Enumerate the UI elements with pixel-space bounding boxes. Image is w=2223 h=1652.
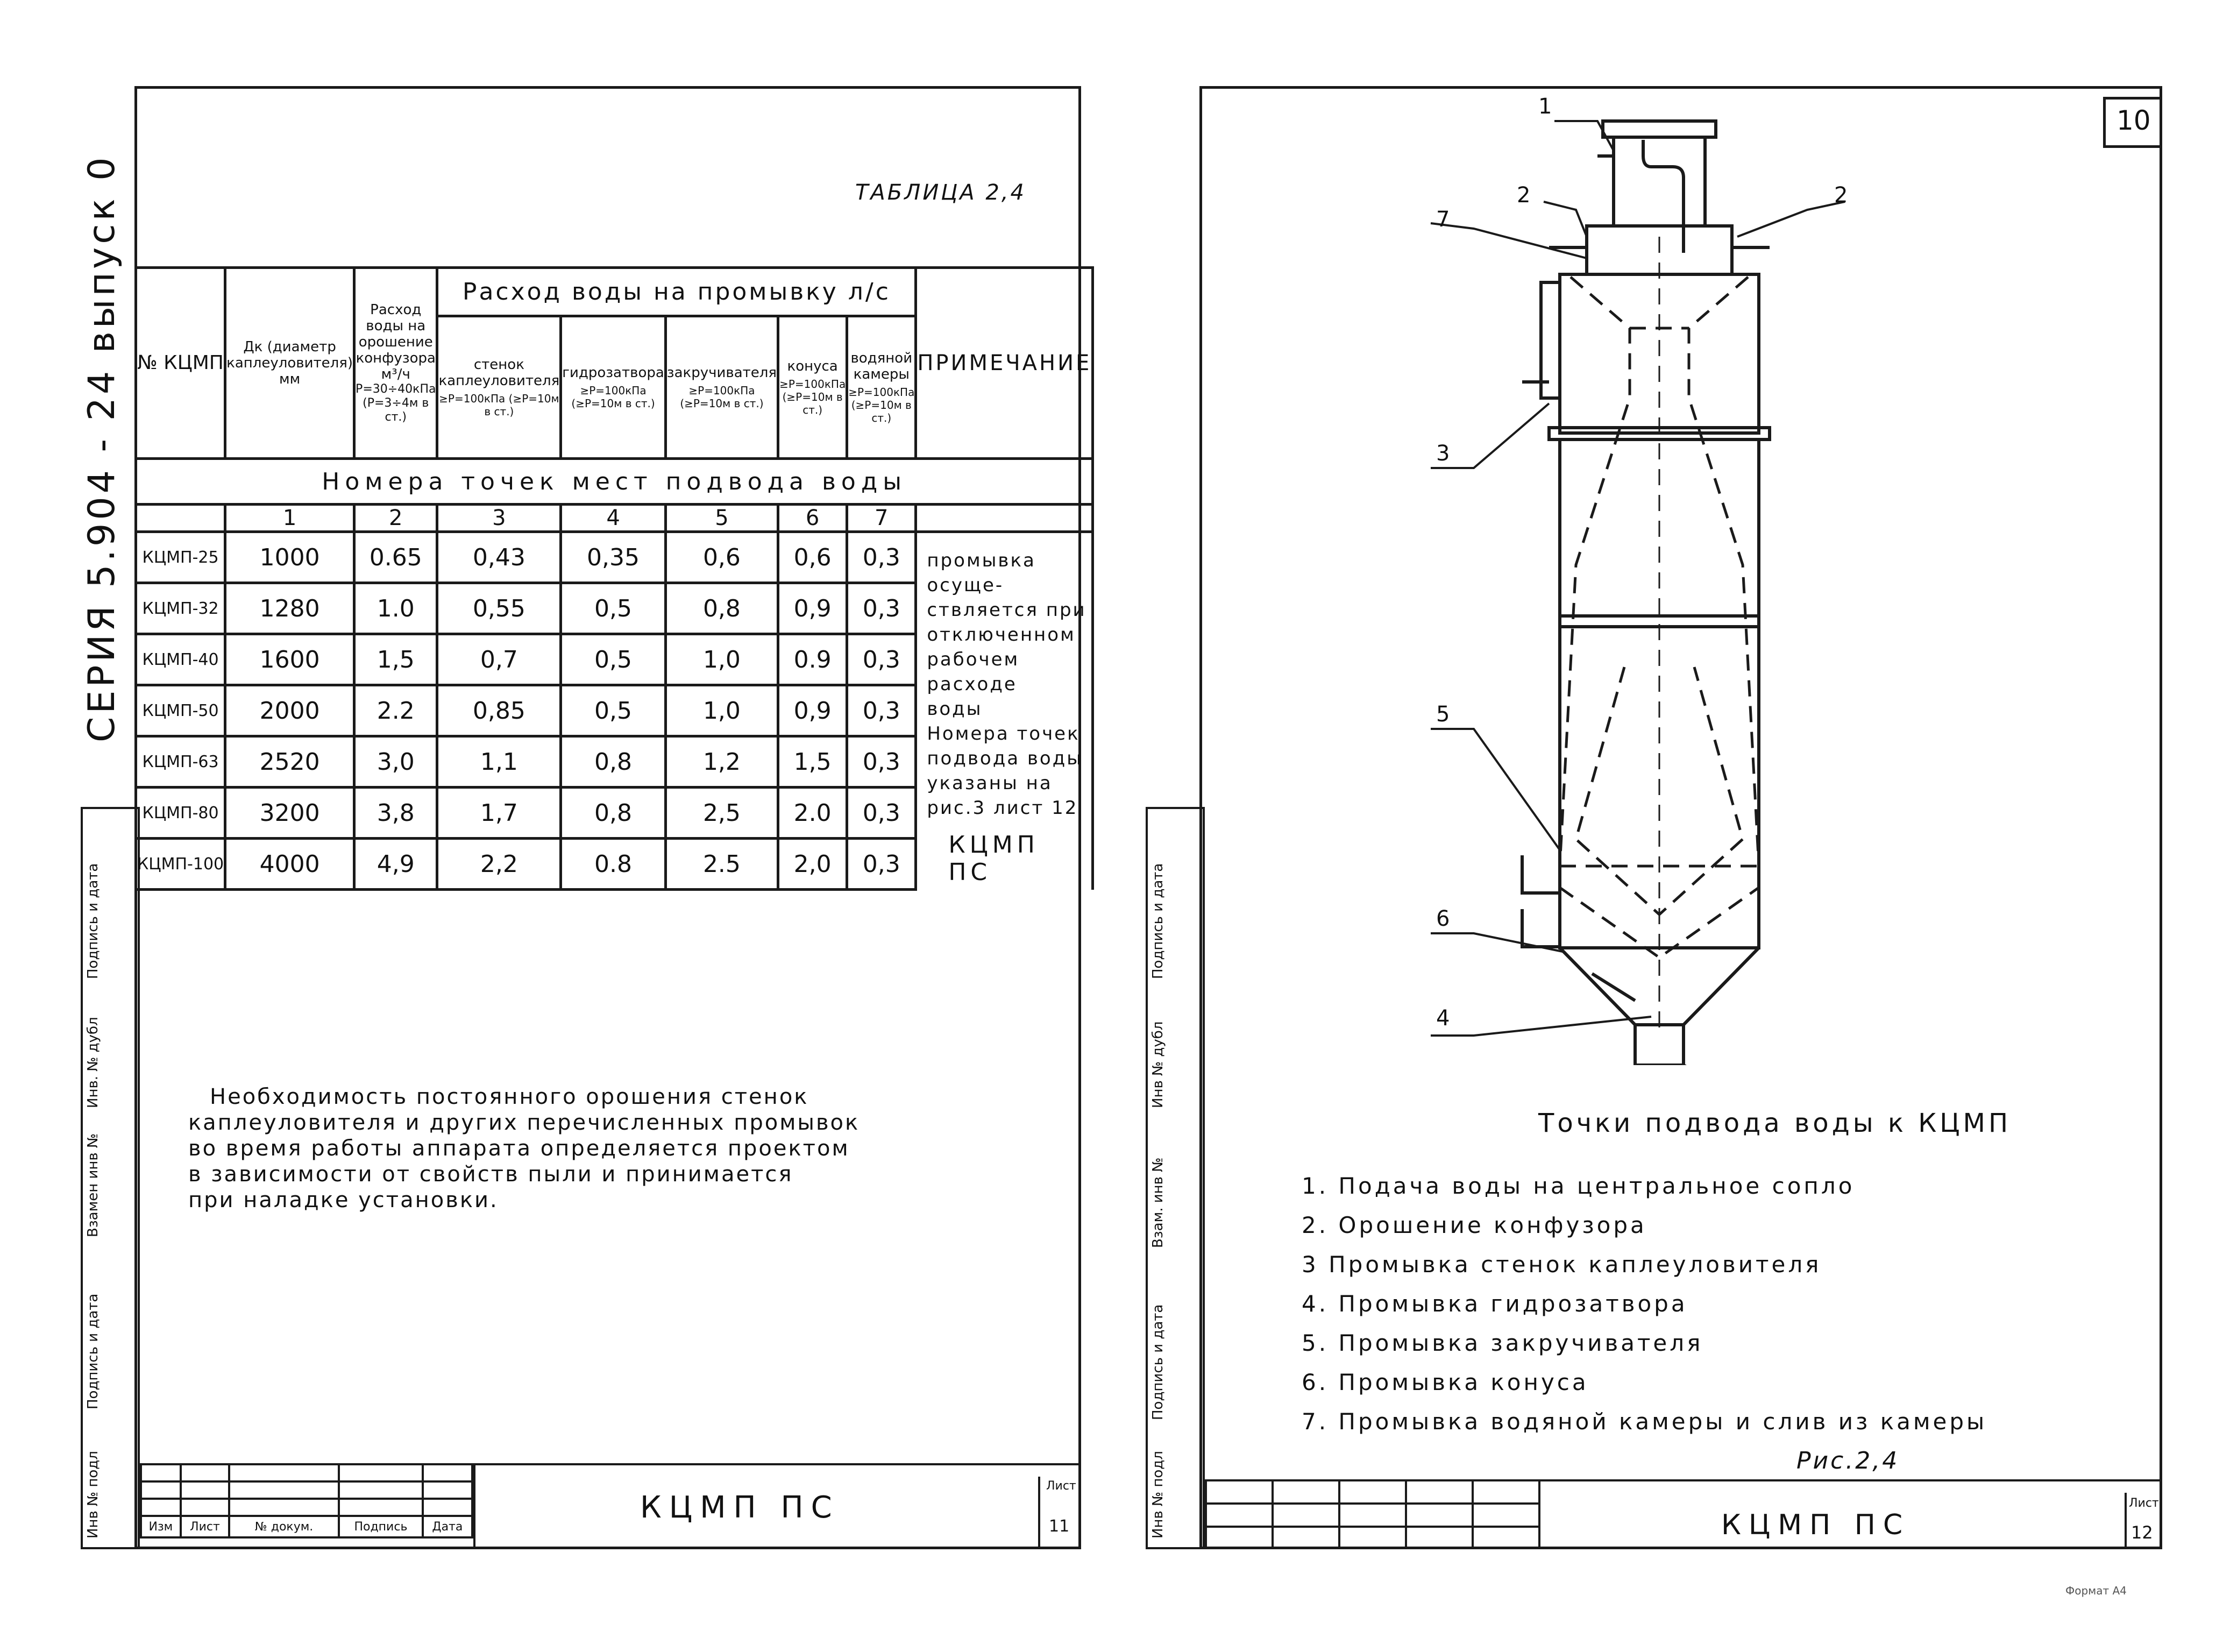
callout-2-left: 2	[1517, 183, 1531, 208]
table-row: КЦМП-25 1000 0.65 0,43 0,35 0,6 0,6 0,3 промывка осуще- ствляется при отключенном рабочем расходе воды Номера точек подвода воды указаны на рис.3 лист 12 КЦМП ПС	[136, 532, 1093, 583]
legend-item: 4. Промывка гидрозатвора	[1302, 1291, 1688, 1317]
stamp-header: Подпись	[339, 1516, 423, 1537]
figure-caption: Рис.2,4	[1796, 1447, 1900, 1474]
stamp-header: Дата	[423, 1516, 472, 1537]
top-flange	[1603, 121, 1716, 137]
right-stamp-title: КЦМП ПС	[1721, 1509, 1910, 1541]
point-numbers-row	[136, 505, 1093, 532]
col-header-cone: конуса ≥P=100кПа (≥P=10м в ст.)	[778, 316, 847, 459]
col-header-diameter: Дк (диаметр каплеуловителя) мм	[225, 268, 354, 459]
left-side-label-1: Инв № подл	[85, 1451, 101, 1538]
table-row: КЦМП-80 3200 3,8 1,7 0,8 2,5 2.0 0,3	[136, 788, 1093, 839]
callout-3: 3	[1436, 441, 1450, 466]
left-title-block-grid	[140, 1463, 473, 1538]
leader-2-right	[1737, 202, 1845, 237]
right-sheet-number: 12	[2131, 1522, 2153, 1543]
drain-pipe	[1635, 1025, 1684, 1065]
right-side-label-1: Инв № подл	[1150, 1451, 1166, 1538]
col-header-swirler: закручивателя ≥P=100кПа (≥P=10м в ст.)	[665, 316, 778, 459]
table-row: КЦМП-63 2520 3,0 1,1 0,8 1,2 1,5 0,3	[136, 736, 1093, 788]
col-header-water-chamber: водяной камеры ≥P=100кПа (≥P=10м в ст.)	[847, 316, 916, 459]
col-header-walls: стенок каплеуловителя ≥P=100кПа (≥P=10м в ст.)	[437, 316, 561, 459]
col-header-hydroseal: гидрозатвора ≥P=100кПа (≥P=10м в ст.)	[561, 316, 666, 459]
leader-6	[1431, 933, 1565, 952]
legend-item: 1. Подача воды на центральное сопло	[1302, 1173, 1855, 1199]
left-side-label-5: Подпись и дата	[85, 863, 101, 979]
water-flow-table	[134, 266, 1094, 891]
right-side-label-5: Подпись и дата	[1150, 863, 1166, 979]
leader-2-left	[1544, 202, 1587, 237]
callout-7: 7	[1436, 207, 1450, 232]
right-side-label-2: Подпись и дата	[1150, 1304, 1166, 1420]
points-title-row: Номера точек мест подвода воды	[136, 459, 1093, 505]
side-pipe-6	[1522, 909, 1560, 947]
left-side-label-3: Взамен инв №	[85, 1133, 101, 1237]
format-note: Формат А4	[2065, 1584, 2127, 1597]
leader-5	[1431, 729, 1560, 850]
remark-cell: промывка осуще- ствляется при отключенном рабочем расходе воды Номера точек подвода воды указаны на рис.3 лист 12 КЦМП ПС	[916, 532, 1093, 890]
kcmp-apparatus-drawing	[1398, 97, 1883, 1065]
right-side-label-4: Инв № дубл	[1150, 1021, 1166, 1108]
table-row: КЦМП-50 2000 2.2 0,85 0,5 1,0 0,9 0,3	[136, 685, 1093, 736]
diagram-title: Точки подвода воды к КЦМП	[1538, 1108, 2012, 1138]
col-header-no: № КЦМП	[136, 268, 225, 459]
callout-5: 5	[1436, 702, 1450, 727]
right-sheet-label: Лист	[2129, 1497, 2159, 1510]
left-stamp-title: КЦМП ПС	[640, 1490, 840, 1525]
note-paragraph: Необходимость постоянного орошения стенок каплеуловителя и других перечисленных промывок во время работы аппарата определяется проектом в зависимости от свойств пыли и принимается при наладке установки.	[188, 1084, 860, 1213]
col-header-wash-group: Расход воды на промывку л/с	[437, 268, 916, 316]
point-number: 7	[847, 505, 916, 532]
venturi-left	[1560, 277, 1630, 866]
stamp-header: Изм	[141, 1516, 181, 1537]
left-sheet-number: 11	[1049, 1517, 1070, 1536]
stamp-header: № докум.	[229, 1516, 339, 1537]
leader-4	[1431, 1017, 1651, 1036]
remark-title: КЦМП ПС	[948, 831, 1039, 886]
legend-list	[1302, 1173, 1987, 1435]
point-number: 6	[778, 505, 847, 532]
left-side-label-4: Инв. № дубл	[85, 1017, 101, 1108]
legend-item: 5. Промывка закручивателя	[1302, 1330, 1703, 1356]
venturi-right	[1689, 277, 1759, 866]
right-stamp-grid	[1205, 1479, 1540, 1549]
point-number: 4	[561, 505, 666, 532]
side-pipe-5	[1522, 855, 1560, 893]
col-header-remark: ПРИМЕЧАНИЕ	[916, 268, 1093, 459]
table-row: КЦМП-100 4000 4,9 2,2 0.8 2.5 2,0 0,3	[136, 839, 1093, 890]
right-side-label-3: Взам. инв №	[1150, 1157, 1166, 1248]
legend-item: 3 Промывка стенок каплеуловителя	[1302, 1251, 1822, 1278]
legend-item: 6. Промывка конуса	[1302, 1369, 1589, 1395]
legend-item: 7. Промывка водяной камеры и слив из камеры	[1302, 1408, 1987, 1435]
top-nozzle	[1614, 137, 1705, 226]
point-number: 3	[437, 505, 561, 532]
table-row: КЦМП-32 1280 1.0 0,55 0,5 0,8 0,9 0,3	[136, 583, 1093, 634]
stamp-header: Лист	[181, 1516, 229, 1537]
left-sheet-label: Лист	[1046, 1479, 1076, 1493]
left-side-label-2: Подпись и дата	[85, 1293, 101, 1409]
legend-item: 2. Орошение конфузора	[1302, 1212, 1647, 1238]
callout-4: 4	[1436, 1006, 1450, 1031]
callout-1: 1	[1538, 94, 1552, 119]
callout-2-right: 2	[1834, 183, 1848, 208]
leader-7	[1431, 223, 1587, 258]
col-header-confusor: Расход воды на орошение конфузора м³/ч P=30÷40кПа (P=3÷4м в ст.)	[354, 268, 437, 459]
series-vertical-label: СЕРИЯ 5.904 - 24 выпуск 0	[81, 154, 123, 742]
central-nozzle-pipe	[1643, 140, 1684, 253]
point-number: 5	[665, 505, 778, 532]
point-number: 2	[354, 505, 437, 532]
leader-1	[1554, 121, 1614, 151]
point-number: 1	[225, 505, 354, 532]
sheet-top-number: 10	[2117, 105, 2151, 136]
table-caption: ТАБЛИЦА 2,4	[855, 180, 1026, 205]
callout-6: 6	[1436, 906, 1450, 931]
table-row: КЦМП-40 1600 1,5 0,7 0,5 1,0 0.9 0,3	[136, 634, 1093, 685]
